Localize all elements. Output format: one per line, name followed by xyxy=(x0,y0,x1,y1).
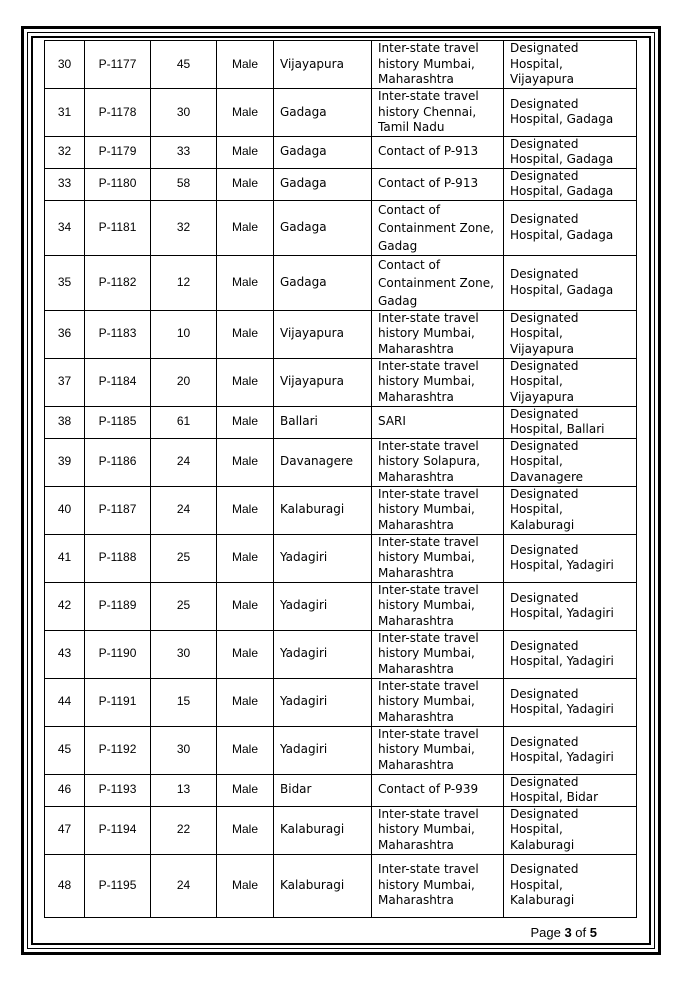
district: Yadagiri xyxy=(274,582,372,630)
district: Yadagiri xyxy=(274,726,372,774)
patient-id: P-1177 xyxy=(85,41,151,89)
table-row xyxy=(45,168,637,200)
serial-number: 41 xyxy=(45,534,85,582)
district: Kalaburagi xyxy=(274,806,372,854)
travel-history: Inter-state travel history Solapura, Maharashtra xyxy=(372,438,504,486)
travel-history: Contact of P-939 xyxy=(372,774,504,806)
serial-number: 37 xyxy=(45,358,85,406)
patient-id: P-1195 xyxy=(85,854,151,917)
sex: Male xyxy=(217,806,274,854)
travel-history: Inter-state travel history Mumbai, Maharashtra xyxy=(372,358,504,406)
travel-history: Contact of P-913 xyxy=(372,136,504,168)
serial-number: 32 xyxy=(45,136,85,168)
table-row xyxy=(45,630,637,678)
serial-number: 45 xyxy=(45,726,85,774)
travel-history: Inter-state travel history Mumbai, Maharashtra xyxy=(372,726,504,774)
table-row xyxy=(45,678,637,726)
district: Kalaburagi xyxy=(274,854,372,917)
serial-number: 30 xyxy=(45,41,85,89)
hospital: Designated Hospital, Gadaga xyxy=(504,168,637,200)
age: 30 xyxy=(151,89,217,137)
sex: Male xyxy=(217,774,274,806)
travel-history: Inter-state travel history Mumbai, Maharashtra xyxy=(372,582,504,630)
patient-table-body xyxy=(45,41,637,918)
age: 22 xyxy=(151,806,217,854)
hospital: Designated Hospital, Ballari xyxy=(504,406,637,438)
serial-number: 34 xyxy=(45,200,85,255)
patient-id: P-1179 xyxy=(85,136,151,168)
sex: Male xyxy=(217,854,274,917)
district: Vijayapura xyxy=(274,41,372,89)
age: 30 xyxy=(151,630,217,678)
age: 10 xyxy=(151,310,217,358)
age: 15 xyxy=(151,678,217,726)
patient-id: P-1194 xyxy=(85,806,151,854)
patient-id: P-1186 xyxy=(85,438,151,486)
sex: Male xyxy=(217,89,274,137)
district: Vijayapura xyxy=(274,310,372,358)
serial-number: 43 xyxy=(45,630,85,678)
sex: Male xyxy=(217,678,274,726)
patient-id: P-1190 xyxy=(85,630,151,678)
age: 30 xyxy=(151,726,217,774)
district: Gadaga xyxy=(274,136,372,168)
sex: Male xyxy=(217,136,274,168)
serial-number: 42 xyxy=(45,582,85,630)
travel-history: Inter-state travel history Mumbai, Maharashtra xyxy=(372,41,504,89)
age: 32 xyxy=(151,200,217,255)
travel-history: Inter-state travel history Mumbai, Maharashtra xyxy=(372,630,504,678)
travel-history: Inter-state travel history Mumbai, Maharashtra xyxy=(372,678,504,726)
hospital: Designated Hospital, Vijayapura xyxy=(504,358,637,406)
age: 58 xyxy=(151,168,217,200)
patient-id: P-1180 xyxy=(85,168,151,200)
page-current: 3 xyxy=(564,925,572,940)
table-row xyxy=(45,406,637,438)
hospital: Designated Hospital, Yadagiri xyxy=(504,582,637,630)
table-row xyxy=(45,726,637,774)
table-row xyxy=(45,200,637,255)
serial-number: 47 xyxy=(45,806,85,854)
travel-history: Inter-state travel history Mumbai, Maharashtra xyxy=(372,534,504,582)
serial-number: 44 xyxy=(45,678,85,726)
age: 25 xyxy=(151,582,217,630)
serial-number: 38 xyxy=(45,406,85,438)
age: 33 xyxy=(151,136,217,168)
age: 24 xyxy=(151,486,217,534)
travel-history: Inter-state travel history Mumbai, Maharashtra xyxy=(372,310,504,358)
travel-history: Inter-state travel history Mumbai, Maharashtra xyxy=(372,854,504,917)
patient-id: P-1187 xyxy=(85,486,151,534)
patient-id: P-1188 xyxy=(85,534,151,582)
hospital: Designated Hospital, Yadagiri xyxy=(504,726,637,774)
page-total: 5 xyxy=(589,925,597,940)
table-row xyxy=(45,486,637,534)
patient-id: P-1178 xyxy=(85,89,151,137)
age: 20 xyxy=(151,358,217,406)
hospital: Designated Hospital, Kalaburagi xyxy=(504,806,637,854)
age: 12 xyxy=(151,255,217,310)
district: Gadaga xyxy=(274,255,372,310)
travel-history: Inter-state travel history Chennai, Tamil Nadu xyxy=(372,89,504,137)
district: Yadagiri xyxy=(274,534,372,582)
table-row xyxy=(45,438,637,486)
patient-table xyxy=(44,40,637,918)
district: Kalaburagi xyxy=(274,486,372,534)
hospital: Designated Hospital, Kalaburagi xyxy=(504,486,637,534)
district: Gadaga xyxy=(274,200,372,255)
travel-history: SARI xyxy=(372,406,504,438)
district: Davanagere xyxy=(274,438,372,486)
hospital: Designated Hospital, Vijayapura xyxy=(504,310,637,358)
age: 24 xyxy=(151,438,217,486)
patient-id: P-1185 xyxy=(85,406,151,438)
district: Ballari xyxy=(274,406,372,438)
travel-history: Inter-state travel history Mumbai, Maharashtra xyxy=(372,486,504,534)
age: 45 xyxy=(151,41,217,89)
patient-id: P-1182 xyxy=(85,255,151,310)
patient-id: P-1193 xyxy=(85,774,151,806)
hospital: Designated Hospital, Gadaga xyxy=(504,136,637,168)
district: Vijayapura xyxy=(274,358,372,406)
hospital: Designated Hospital, Bidar xyxy=(504,774,637,806)
sex: Male xyxy=(217,200,274,255)
table-row xyxy=(45,774,637,806)
travel-history: Contact of Containment Zone, Gadag xyxy=(372,200,504,255)
table-row xyxy=(45,358,637,406)
serial-number: 36 xyxy=(45,310,85,358)
table-row xyxy=(45,534,637,582)
page-of-label: of xyxy=(575,925,587,940)
hospital: Designated Hospital, Kalaburagi xyxy=(504,854,637,917)
serial-number: 46 xyxy=(45,774,85,806)
age: 13 xyxy=(151,774,217,806)
travel-history: Contact of P-913 xyxy=(372,168,504,200)
district: Yadagiri xyxy=(274,630,372,678)
patient-id: P-1181 xyxy=(85,200,151,255)
serial-number: 35 xyxy=(45,255,85,310)
age: 25 xyxy=(151,534,217,582)
patient-id: P-1184 xyxy=(85,358,151,406)
table-row xyxy=(45,806,637,854)
district: Bidar xyxy=(274,774,372,806)
hospital: Designated Hospital, Gadaga xyxy=(504,89,637,137)
patient-id: P-1191 xyxy=(85,678,151,726)
hospital: Designated Hospital, Yadagiri xyxy=(504,534,637,582)
sex: Male xyxy=(217,168,274,200)
patient-id: P-1189 xyxy=(85,582,151,630)
table-row xyxy=(45,255,637,310)
district: Gadaga xyxy=(274,89,372,137)
serial-number: 48 xyxy=(45,854,85,917)
sex: Male xyxy=(217,406,274,438)
patient-id: P-1192 xyxy=(85,726,151,774)
table-row xyxy=(45,89,637,137)
table-row xyxy=(45,136,637,168)
sex: Male xyxy=(217,41,274,89)
sex: Male xyxy=(217,726,274,774)
serial-number: 39 xyxy=(45,438,85,486)
sex: Male xyxy=(217,438,274,486)
sex: Male xyxy=(217,582,274,630)
travel-history: Contact of Containment Zone, Gadag xyxy=(372,255,504,310)
table-row xyxy=(45,310,637,358)
hospital: Designated Hospital, Gadaga xyxy=(504,255,637,310)
hospital: Designated Hospital, Yadagiri xyxy=(504,630,637,678)
page-number xyxy=(530,925,597,940)
serial-number: 40 xyxy=(45,486,85,534)
table-row xyxy=(45,854,637,917)
sex: Male xyxy=(217,358,274,406)
serial-number: 33 xyxy=(45,168,85,200)
serial-number: 31 xyxy=(45,89,85,137)
hospital: Designated Hospital, Vijayapura xyxy=(504,41,637,89)
page-label: Page xyxy=(530,925,561,940)
table-row xyxy=(45,41,637,89)
district: Yadagiri xyxy=(274,678,372,726)
sex: Male xyxy=(217,310,274,358)
sex: Male xyxy=(217,255,274,310)
sex: Male xyxy=(217,630,274,678)
hospital: Designated Hospital, Yadagiri xyxy=(504,678,637,726)
hospital: Designated Hospital, Gadaga xyxy=(504,200,637,255)
patient-id: P-1183 xyxy=(85,310,151,358)
age: 61 xyxy=(151,406,217,438)
travel-history: Inter-state travel history Mumbai, Maharashtra xyxy=(372,806,504,854)
hospital: Designated Hospital, Davanagere xyxy=(504,438,637,486)
table-row xyxy=(45,582,637,630)
age: 24 xyxy=(151,854,217,917)
district: Gadaga xyxy=(274,168,372,200)
sex: Male xyxy=(217,534,274,582)
sex: Male xyxy=(217,486,274,534)
